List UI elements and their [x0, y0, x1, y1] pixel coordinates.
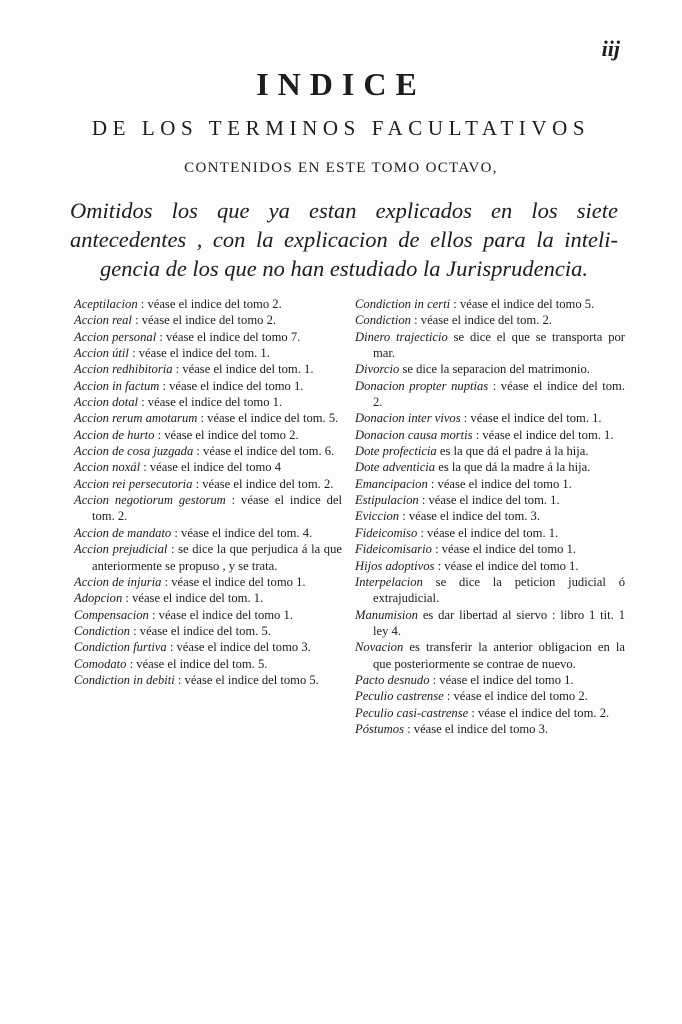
index-term: Pacto desnudo [355, 672, 430, 687]
index-term: Accion negotiorum gestorum [74, 493, 226, 508]
index-entry [355, 312, 625, 328]
index-term: Interpelacion [355, 574, 423, 589]
index-definition: : véase el indice del tomo 2. [154, 427, 299, 442]
page-number: iij [601, 36, 620, 61]
index-term: Dote adventicia [355, 460, 436, 475]
index-definition: es la que dá la madre á la hija. [435, 460, 591, 475]
index-entry [355, 688, 625, 704]
index-term: Eviccion [355, 509, 400, 524]
index-entry [355, 296, 625, 312]
index-term: Manumision [355, 607, 418, 622]
index-definition: : véase el indice del tomo 2. [443, 689, 588, 704]
index-term: Accion noxál [74, 460, 141, 475]
index-definition: : véase el indice del tomo 3. [166, 640, 311, 655]
index-term: Accion de mandato [74, 525, 172, 540]
index-term: Dote profecticia [355, 444, 437, 459]
index-entry [355, 705, 625, 721]
index-definition: : véase el indice del tom. 1. [172, 362, 314, 377]
index-term: Condiction in certi [355, 297, 451, 311]
index-definition: : véase el indice del tomo 2. [137, 297, 282, 311]
index-term: Estipulacion [355, 493, 419, 508]
index-definition: : véase el indice del tom. 5. [129, 623, 271, 638]
index-term: Accion de hurto [74, 427, 155, 442]
index-definition: : se dice la que perjudica á la que anteriormente se propuso , y se trata. [92, 542, 342, 573]
index-term: Condiction furtiva [74, 640, 167, 655]
index-definition: es transferir la anterior obligacion en la que posteriormente se contrae de nuevo. [373, 640, 625, 671]
index-definition: : véase el indice del tom. 2. [373, 378, 625, 410]
index-definition: : véase el indice del tomo 1. [161, 574, 306, 589]
index-entry [355, 672, 625, 688]
index-term: Accion real [74, 313, 132, 328]
index-term: Accion de cosa juzgada [74, 444, 194, 459]
index-entry [355, 492, 625, 508]
index-entry [74, 623, 342, 639]
index-term: Hijos adoptivos [355, 558, 435, 573]
index-term: Adopcion [74, 591, 123, 606]
intro-line: Omitidos los que ya estan explicados en los siete [70, 198, 618, 223]
index-definition: se dice la separacion del matrimonio. [399, 362, 590, 377]
index-entry [74, 312, 342, 328]
index-entry [355, 443, 625, 459]
index-term: Accion rei persecutoria [74, 476, 193, 491]
index-definition: es la que dá el padre á la hija. [436, 444, 589, 459]
index-definition: : véase el indice del tom. 2. [92, 493, 342, 524]
index-term: Accion rerum amotarum [74, 411, 198, 426]
index-term: Fideicomisario [355, 542, 432, 557]
index-entry [355, 525, 625, 541]
index-term: Accion in factum [74, 378, 160, 393]
index-term: Comodato [74, 656, 127, 671]
index-term: Condiction [355, 313, 411, 328]
index-definition: : véase el indice del tomo 5. [450, 297, 595, 311]
index-term: Novacion [355, 640, 404, 655]
index-entry [355, 329, 625, 362]
index-definition: : véase el indice del tom. 5. [197, 411, 339, 426]
index-definition: : véase el indice del tom. 1. [460, 411, 602, 426]
index-definition: : véase el indice del tom. 3. [399, 509, 540, 524]
index-term: Divorcio [355, 362, 400, 377]
index-column-left [74, 296, 342, 688]
index-entry [355, 476, 625, 492]
index-entry [355, 361, 625, 377]
index-definition: : véase el indice del tom. 1. [417, 525, 559, 540]
index-entry [74, 394, 342, 410]
index-entry [74, 639, 342, 655]
index-term: Donacion propter nuptias [355, 378, 489, 393]
index-definition: : véase el indice del tom. 6. [193, 444, 335, 459]
index-definition: : véase el indice del tomo 1. [431, 542, 577, 557]
index-entry [74, 607, 342, 623]
index-entry [74, 541, 342, 574]
index-term: Peculio casi-castrense [355, 705, 469, 720]
index-term: Donacion inter vivos [355, 411, 461, 426]
page-subtitle: DE LOS TERMINOS FACULTATIVOS [91, 116, 591, 140]
index-column-right [355, 296, 625, 737]
index-definition: : véase el indice del tom. 2. [410, 313, 552, 328]
page-title: INDICE [256, 66, 426, 102]
index-entry [355, 721, 625, 737]
index-entry [355, 410, 625, 426]
index-definition: : véase el indice del tomo 7. [156, 329, 301, 344]
index-term: Accion dotal [74, 395, 139, 410]
index-entry [74, 525, 342, 541]
index-definition: : véase el indice del tom. 1. [128, 346, 270, 361]
index-definition: : véase el indice del tomo 5. [174, 672, 319, 687]
index-entry [74, 345, 342, 361]
index-entry [355, 459, 625, 475]
index-entry [355, 574, 625, 607]
index-entry [74, 361, 342, 377]
index-definition: : véase el indice del tomo 1. [148, 607, 293, 622]
index-entry [355, 607, 625, 640]
index-definition: : véase el indice del tomo 1. [159, 378, 304, 393]
index-entry [74, 492, 342, 525]
index-definition: : véase el indice del tom. 2. [468, 705, 610, 720]
index-entry [74, 329, 342, 345]
index-entry [74, 574, 342, 590]
index-definition: : véase el indice del tomo 1. [434, 558, 579, 573]
index-definition: : véase el indice del tomo 1. [138, 395, 283, 410]
index-term: Accion redhibitoria [74, 362, 173, 377]
index-term: Dinero trajecticio [355, 329, 448, 344]
index-entry [74, 427, 342, 443]
index-definition: : véase el indice del tom. 2. [192, 476, 334, 491]
index-definition: : véase el indice del tomo 1. [427, 476, 572, 491]
index-term: Fideicomiso [355, 525, 418, 540]
index-entry [74, 296, 342, 312]
index-term: Accion prejudicial [74, 542, 168, 557]
index-entry [74, 656, 342, 672]
index-definition: : véase el indice del tomo 1. [429, 672, 574, 687]
index-definition: se dice el que se transporta por mar. [373, 329, 625, 361]
index-term: Accion útil [74, 346, 129, 361]
index-term: Aceptilacion [74, 297, 138, 311]
index-entry [74, 459, 342, 475]
index-entry [355, 639, 625, 672]
index-term: Condiction [74, 623, 130, 638]
index-entry [74, 410, 342, 426]
index-definition: : véase el indice del tom. 5. [126, 656, 268, 671]
index-entry [355, 427, 625, 443]
index-entry [74, 590, 342, 606]
index-entry [74, 378, 342, 394]
index-term: Donacion causa mortis [355, 427, 473, 442]
index-definition: : véase el indice del tom. 1. [472, 427, 614, 442]
index-term: Condiction in debiti [74, 672, 175, 687]
index-definition: : véase el indice del tom. 1. [122, 591, 264, 606]
index-entry [355, 378, 625, 411]
index-term: Accion de injuria [74, 574, 162, 589]
index-definition: : véase el indice del tom. 4. [171, 525, 313, 540]
index-definition: : véase el indice del tomo 3. [403, 721, 549, 736]
intro-paragraph [70, 196, 618, 283]
intro-line: antecedentes , con la explicacion de ellos para la inteli- [70, 227, 618, 252]
index-definition: : véase el indice del tomo 4 [140, 460, 282, 475]
index-definition: : véase el indice del tom. 1. [418, 493, 560, 508]
index-definition: : véase el indice del tomo 2. [131, 313, 277, 328]
index-entry [355, 508, 625, 524]
index-entry [74, 476, 342, 492]
page-subtitle-secondary: CONTENIDOS EN ESTE TOMO OCTAVO, [184, 160, 498, 176]
index-entry [74, 672, 342, 688]
index-entry [355, 558, 625, 574]
index-term: Peculio castrense [355, 689, 444, 704]
index-term: Emancipacion [355, 476, 428, 491]
index-entry [74, 443, 342, 459]
index-term: Accion personal [74, 329, 157, 344]
index-definition: se dice la peticion judicial ó extrajudicial. [373, 574, 625, 606]
intro-line: gencia de los que no han estudiado la Jurisprudencia. [99, 256, 589, 281]
index-entry [355, 541, 625, 557]
index-term: Compensacion [74, 607, 149, 622]
index-definition: es dar libertad al siervo : libro 1 tit. 1 ley 4. [373, 607, 625, 638]
index-term: Póstumos [355, 721, 404, 736]
